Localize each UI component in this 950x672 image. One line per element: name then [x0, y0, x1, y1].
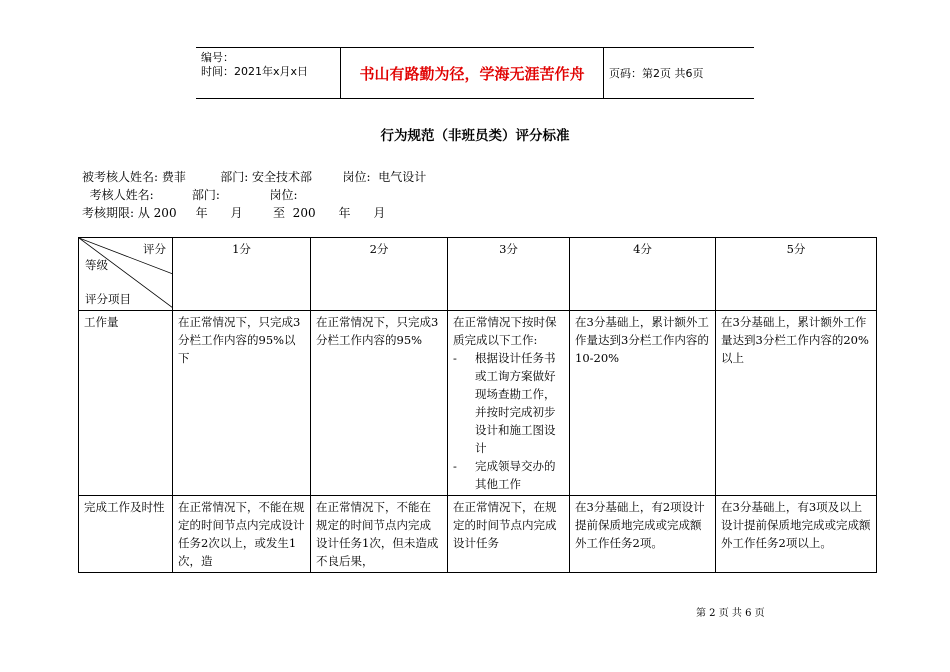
table-header-row — [79, 238, 877, 311]
cell-score-1: 在正常情况下，只完成3分栏工作内容的95%以下 — [173, 311, 311, 496]
corner-score-label: 评分 — [143, 242, 166, 256]
header-meta — [201, 51, 308, 79]
row-item-workload: 工作量 — [79, 311, 173, 496]
page-header — [196, 47, 754, 99]
header-divider — [603, 48, 604, 98]
dash-icon: - — [453, 459, 457, 473]
time-label: 时间：2021年x月x日 — [201, 65, 309, 78]
bullet-text: 根据设计任务书或工询方案做好现场查勘工作，并按时完成初步设计和施工图设计 — [475, 351, 556, 455]
cell-score-5: 在3分基础上，有3项及以上设计提前保质地完成或完成额外工作任务2项以上。 — [716, 496, 877, 573]
bullet-item — [453, 349, 564, 457]
cell-score-3: 在正常情况下，在规定的时间节点内完成设计任务 — [448, 496, 570, 573]
column-header-4: 4分 — [570, 238, 716, 311]
corner-cell — [79, 238, 173, 311]
cell-intro: 在正常情况下按时保质完成以下工作: — [453, 315, 557, 347]
corner-item-label: 评分项目 — [85, 292, 131, 306]
cell-score-3 — [448, 311, 570, 496]
cell-score-5: 在3分基础上，累计额外工作量达到3分栏工作内容的20%以上 — [716, 311, 877, 496]
dash-icon: - — [453, 351, 457, 365]
scoring-table — [78, 237, 877, 573]
bullet-item — [453, 457, 564, 493]
column-header-5: 5分 — [716, 238, 877, 311]
cell-score-4: 在3分基础上，累计额外工作量达到3分栏工作内容的10-20% — [570, 311, 716, 496]
info-line-period: 考核期限: 从 200 年 月 至 200 年 月 — [82, 206, 386, 220]
column-header-2: 2分 — [311, 238, 448, 311]
header-page-label: 页码：第2页 共6页 — [609, 67, 704, 80]
column-header-1: 1分 — [173, 238, 311, 311]
info-line-examiner: 考核人姓名: 部门: 岗位: — [82, 188, 298, 202]
cell-score-2: 在正常情况下，不能在规定的时间节点内完成设计任务1次，但未造成不良后果， — [311, 496, 448, 573]
header-motto: 书山有路勤为径，学海无涯苦作舟 — [359, 64, 585, 83]
cell-score-2: 在正常情况下，只完成3分栏工作内容的95% — [311, 311, 448, 496]
column-header-3: 3分 — [448, 238, 570, 311]
table-row — [79, 496, 877, 573]
document-title: 行为规范（非班员类）评分标准 — [380, 128, 570, 144]
cell-score-1: 在正常情况下，不能在规定的时间节点内完成设计任务2次以上，或发生1次，造 — [173, 496, 311, 573]
cell-score-4: 在3分基础上，有2项设计提前保质地完成或完成额外工作任务2项。 — [570, 496, 716, 573]
number-label: 编号： — [201, 51, 234, 64]
page-footer: 第 2 页 共 6 页 — [696, 608, 765, 619]
bullet-text: 完成领导交办的其他工作 — [475, 459, 556, 491]
row-item-timeliness: 完成工作及时性 — [79, 496, 173, 573]
corner-grade-label: 等级 — [85, 258, 108, 272]
info-line-examinee: 被考核人姓名: 费菲 部门: 安全技术部 岗位: 电气设计 — [82, 170, 427, 184]
table-row — [79, 311, 877, 496]
